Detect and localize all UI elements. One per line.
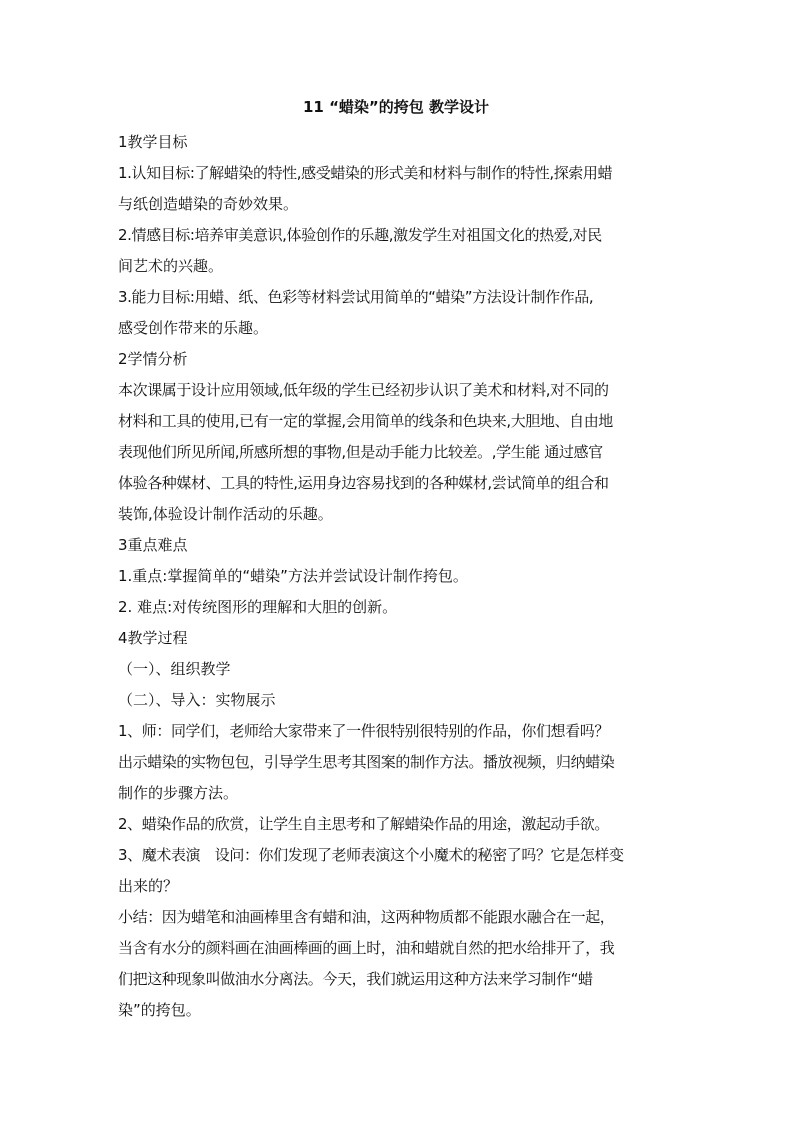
paragraph-line: 3.能力目标:用蜡、纸、色彩等材料尝试用简单的“蜡染”方法设计制作作品, bbox=[118, 288, 594, 306]
paragraph-line: 本次课属于设计应用领域,低年级的学生已经初步认识了美术和材料,对不同的 bbox=[118, 381, 609, 399]
paragraph-line: 1.认知目标:了解蜡染的特性,感受蜡染的形式美和材料与制作的特性,探索用蜡 bbox=[118, 164, 613, 182]
heading-key-points: 3重点难点 bbox=[118, 536, 188, 554]
paragraph-line: 1.重点:掌握简单的“蜡染”方法并尝试设计制作挎包。 bbox=[118, 567, 468, 585]
heading-teaching-goals: 1教学目标 bbox=[118, 133, 188, 151]
paragraph-line: 2.情感目标:培养审美意识,体验创作的乐趣,激发学生对祖国文化的热爱,对民 bbox=[118, 226, 602, 244]
paragraph-line: 感受创作带来的乐趣。 bbox=[118, 319, 269, 337]
document-page bbox=[118, 96, 674, 1026]
paragraph-line: 出来的？ bbox=[118, 877, 179, 895]
subheading-organize: （一）、组织教学 bbox=[118, 660, 231, 678]
paragraph-line: 装饰,体验设计制作活动的乐趣。 bbox=[118, 505, 333, 523]
paragraph-line: 制作的步骤方法。 bbox=[118, 784, 239, 802]
paragraph-line: 3、魔术表演 设问：你们发现了老师表演这个小魔术的秘密了吗？它是怎样变 bbox=[118, 846, 624, 864]
paragraph-line: 染”的挎包。 bbox=[118, 1001, 201, 1019]
heading-student-analysis: 2学情分析 bbox=[118, 350, 188, 368]
paragraph-line: 间艺术的兴趣。 bbox=[118, 257, 224, 275]
paragraph-line: 与纸创造蜡染的奇妙效果。 bbox=[118, 195, 299, 213]
subheading-introduction: （二）、导入：实物展示 bbox=[118, 691, 276, 709]
paragraph-line: 2. 难点:对传统图形的理解和大胆的创新。 bbox=[118, 598, 398, 616]
paragraph-line: 体验各种媒材、工具的特性,运用身边容易找到的各种媒材,尝试简单的组合和 bbox=[118, 474, 609, 492]
paragraph-line: 们把这种现象叫做油水分离法。今天，我们就运用这种方法来学习制作“蜡 bbox=[118, 970, 593, 988]
paragraph-line: 2、蜡染作品的欣赏，让学生自主思考和了解蜡染作品的用途，激起动手欲。 bbox=[118, 815, 609, 833]
paragraph-line: 出示蜡染的实物包包，引导学生思考其图案的制作方法。播放视频，归纳蜡染 bbox=[118, 753, 615, 771]
paragraph-line: 当含有水分的颜料画在油画棒画的画上时，油和蜡就自然的把水给排开了，我 bbox=[118, 939, 615, 957]
paragraph-line: 表现他们所见所闻,所感所想的事物,但是动手能力比较差。,学生能 通过感官 bbox=[118, 443, 603, 461]
heading-teaching-process: 4教学过程 bbox=[118, 629, 188, 647]
paragraph-line: 1、师：同学们，老师给大家带来了一件很特别很特别的作品，你们想看吗？ bbox=[118, 722, 609, 740]
paragraph-line: 小结：因为蜡笔和油画棒里含有蜡和油，这两种物质都不能跟水融合在一起， bbox=[118, 908, 615, 926]
document-title: 11 “蜡染”的挎包 教学设计 bbox=[302, 98, 490, 116]
paragraph-line: 材料和工具的使用,已有一定的掌握,会用简单的线条和色块来,大胆地、自由地 bbox=[118, 412, 613, 430]
